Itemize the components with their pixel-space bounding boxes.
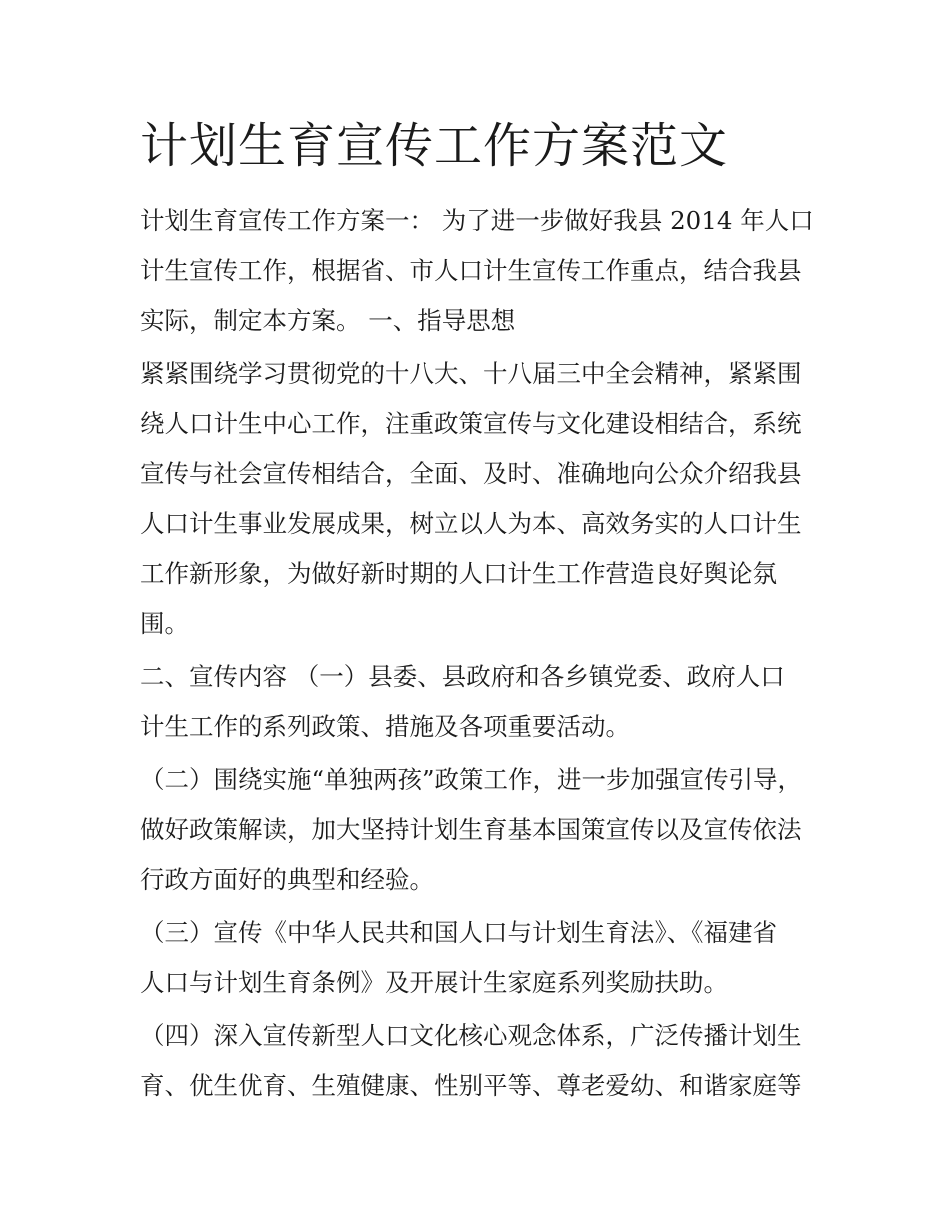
body-line: 实际，制定本方案。 一、指导思想 <box>140 306 516 335</box>
body-line: （二）围绕实施“单独两孩”政策工作，进一步加强宣传引导， <box>140 765 803 794</box>
body-line: 围。 <box>140 609 189 638</box>
body-line: （四）深入宣传新型人口文化核心观念体系，广泛传播计划生 <box>140 1021 802 1050</box>
body-line: 做好政策解读，加大坚持计划生育基本国策宣传以及宣传依法 <box>140 815 802 844</box>
body-line: 行政方面好的典型和经验。 <box>140 865 434 894</box>
document-title: 计划生育宣传工作方案范文 <box>140 118 729 174</box>
body-line: 人口与计划生育条例》及开展计生家庭系列奖励扶助。 <box>140 968 728 997</box>
body-line: 计生工作的系列政策、措施及各项重要活动。 <box>140 712 630 741</box>
body-line: 计生宣传工作，根据省、市人口计生宣传工作重点，结合我县 <box>140 256 802 285</box>
body-line: 计划生育宣传工作方案一： 为了进一步做好我县 2014 年人口 <box>140 206 814 235</box>
body-line: 工作新形象，为做好新时期的人口计生工作营造良好舆论氛 <box>140 559 777 588</box>
body-line: （三）宣传《中华人民共和国人口与计划生育法》、《福建省 <box>140 918 777 947</box>
body-line: 人口计生事业发展成果，树立以人为本、高效务实的人口计生 <box>140 509 802 538</box>
body-line: 紧紧围绕学习贯彻党的十八大、十八届三中全会精神，紧紧围 <box>140 359 802 388</box>
body-line: 宣传与社会宣传相结合，全面、及时、准确地向公众介绍我县 <box>140 459 802 488</box>
body-line: 育、优生优育、生殖健康、性别平等、尊老爱幼、和谐家庭等 <box>140 1071 802 1100</box>
body-line: 绕人口计生中心工作，注重政策宣传与文化建设相结合，系统 <box>140 409 802 438</box>
body-line: 二、宣传内容 （一）县委、县政府和各乡镇党委、政府人口 <box>140 662 785 691</box>
